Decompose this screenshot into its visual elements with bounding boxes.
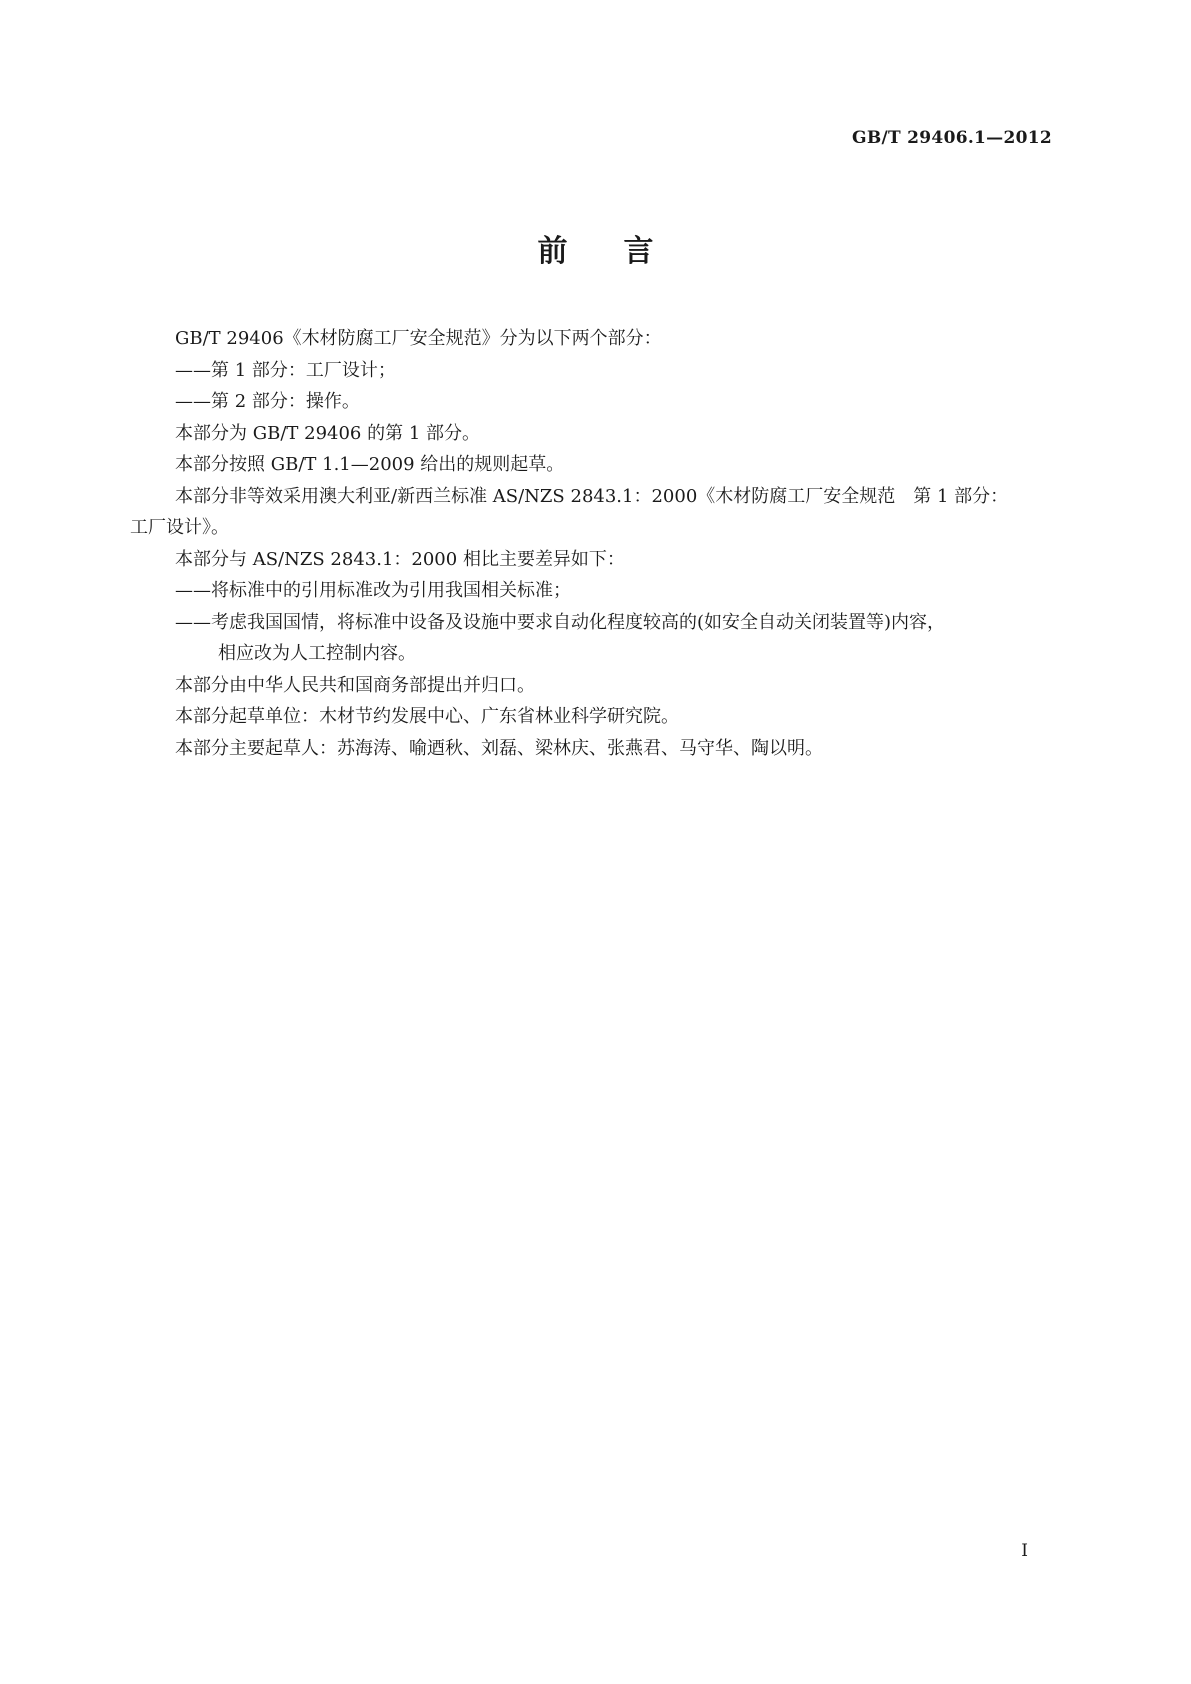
page-number: I — [1021, 1541, 1028, 1561]
list-item: ——将标准中的引用标准改为引用我国相关标准； — [175, 580, 571, 601]
list-item-continuation: 相应改为人工控制内容。 — [218, 643, 416, 664]
list-item: ——第 2 部分：操作。 — [175, 391, 360, 412]
list-item: ——考虑我国国情，将标准中设备及设施中要求自动化程度较高的(如安全自动关闭装置等)内容， — [175, 611, 946, 633]
paragraph: 本部分起草单位：木材节约发展中心、广东省林业科学研究院。 — [175, 706, 679, 727]
paragraph: 本部分按照 GB/T 1.1—2009 给出的规则起草。 — [175, 454, 565, 475]
paragraph-continuation: 工厂设计》。 — [130, 517, 229, 538]
page-title: 前言 — [537, 234, 710, 269]
list-item: ——第 1 部分：工厂设计； — [175, 359, 396, 381]
paragraph: 本部分为 GB/T 29406 的第 1 部分。 — [175, 422, 480, 444]
paragraph: 本部分与 AS/NZS 2843.1：2000 相比主要差异如下： — [175, 548, 625, 570]
paragraph: 本部分非等效采用澳大利亚/新西兰标准 AS/NZS 2843.1：2000《木材防腐工厂安全规范 第 1 部分： — [175, 485, 1009, 507]
paragraph: 本部分由中华人民共和国商务部提出并归口。 — [175, 674, 535, 696]
std-number: GB/T 29406.1—2012 — [852, 128, 1052, 148]
paragraph: 本部分主要起草人：苏海涛、喻迺秋、刘磊、梁林庆、张燕君、马守华、陶以明。 — [175, 737, 823, 759]
foreword-body — [130, 323, 1060, 764]
paragraph: GB/T 29406《木材防腐工厂安全规范》分为以下两个部分： — [175, 328, 662, 349]
